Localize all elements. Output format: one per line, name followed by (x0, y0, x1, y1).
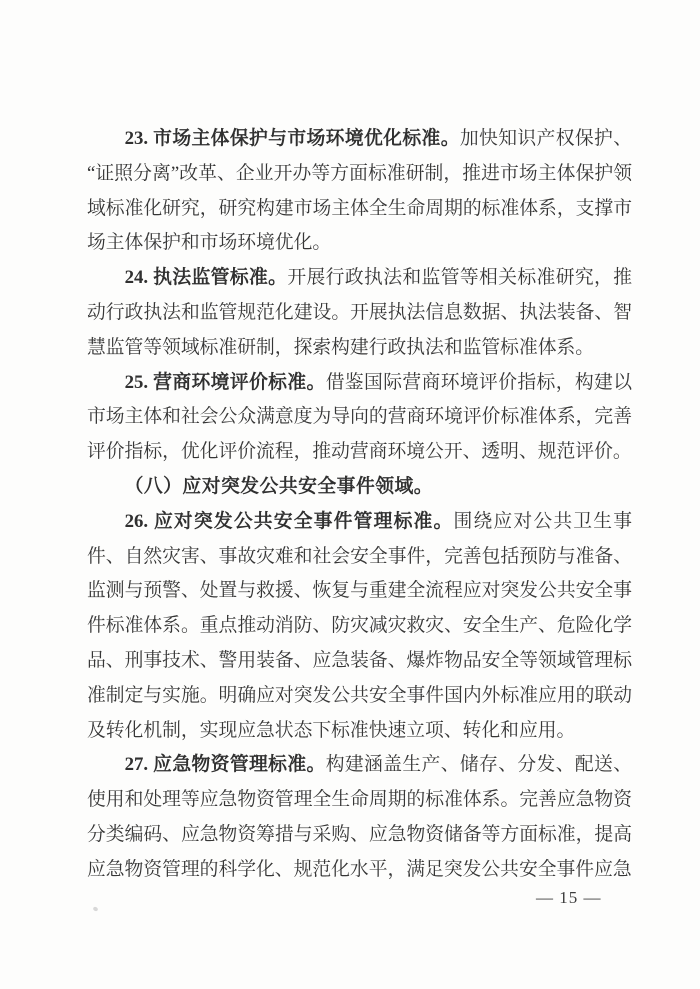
paragraph-26-title: 26. 应对突发公共安全事件管理标准。 (124, 510, 454, 532)
scan-artifact-mark (92, 906, 98, 912)
paragraph-25-title: 25. 营商环境评价标准。 (124, 371, 326, 393)
paragraph-26 (87, 505, 632, 749)
paragraph-24-text: 开展行政执法和监管等相关标准研究，推动行政执法和监管规范化建设。开展执法信息数据、执法装备、智慧监管等领域标准研制，探索构建行政执法和监管标准体系。 (87, 267, 633, 358)
section-heading-8-label: （八）应对突发公共安全事件领域。 (124, 475, 434, 497)
page-number: — 15 — (536, 888, 602, 907)
paragraph-25-text: 借鉴国际营商环境评价指标，构建以市场主体和社会公众满意度为导向的营商环境评价标准体系，完善评价指标，优化评价流程，推动营商环境公开、透明、规范评价。 (87, 371, 633, 463)
paragraph-27 (87, 748, 632, 887)
paragraph-26-text: 围绕应对公共卫生事件、自然灾害、事故灾难和社会安全事件，完善包括预防与准备、监测与预警、处置与救援、恢复与重建全流程应对突发公共安全事件标准体系。重点推动消防、防灾减灾救灾、安全生产、危险化学品、刑事技术、警用装备、应急装备、爆炸物品安全等领域管理标准制定与实施。明确应对突发公共安全事件国内外标准应用的联动及转化机制，实现应急状态下标准快速立项、转化和应用。 (87, 510, 633, 741)
document-body (87, 122, 632, 888)
paragraph-24 (87, 261, 632, 365)
paragraph-23-title: 23. 市场主体保护与市场环境优化标准。 (124, 128, 460, 149)
paragraph-23-text: 加快知识产权保护、“证照分离”改革、企业开办等方面标准研制，推进市场主体保护领域标准化研究，研究构建市场主体全生命周期的标准体系，支撑市场主体保护和市场环境优化。 (87, 128, 633, 254)
paragraph-23 (87, 122, 632, 261)
paragraph-24-title: 24. 执法监管标准。 (124, 267, 288, 289)
paragraph-27-text: 构建涵盖生产、储存、分发、配送、使用和处理等应急物资管理全生命周期的标准体系。完善应急物资分类编码、应急物资筹措与采购、应急物资储备等方面标准，提高应急物资管理的科学化、规范化水平，满足突发公共安全事件应急 (87, 754, 633, 880)
paragraph-25 (87, 366, 632, 470)
section-heading-8 (87, 470, 632, 505)
paragraph-27-title: 27. 应急物资管理标准。 (124, 754, 326, 776)
